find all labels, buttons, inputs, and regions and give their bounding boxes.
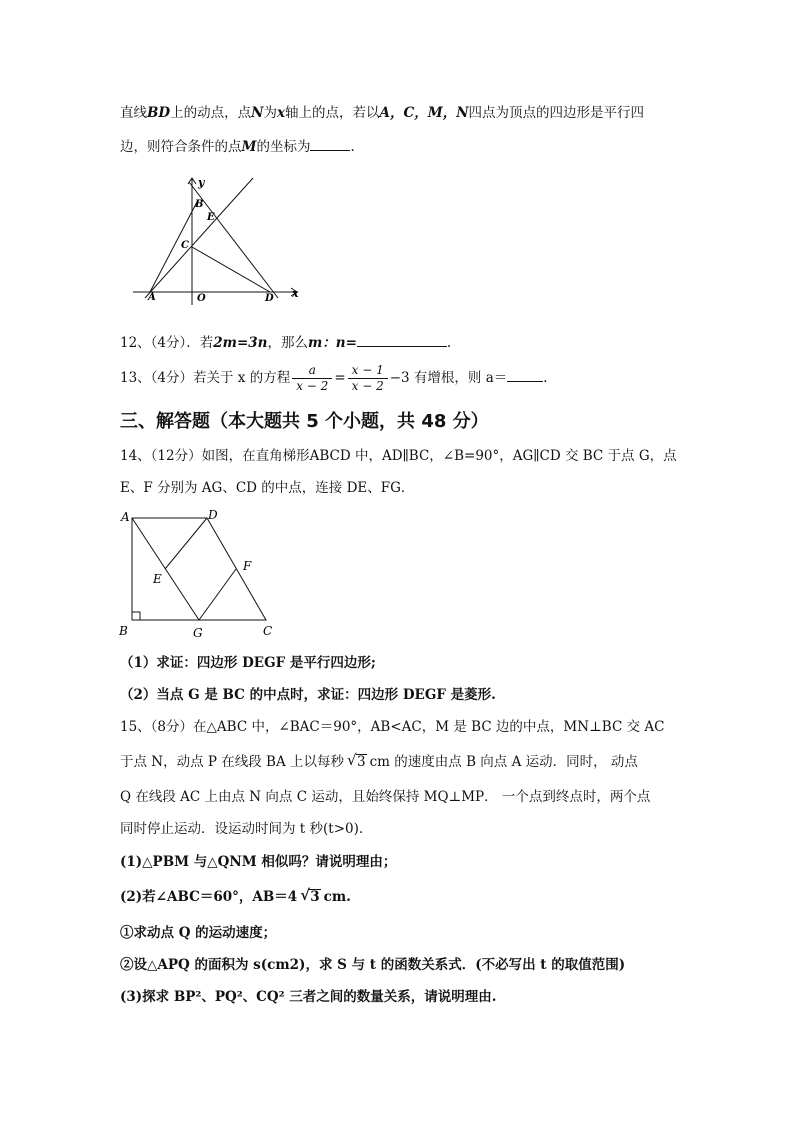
- question-15-part-2-1: ①求动点 Q 的运动速度；: [120, 925, 277, 941]
- problem-11-line-1: 直线BD上的动点，点N为x轴上的点，若以A，C，M，N四点为顶点的四边形是平行四: [120, 105, 645, 121]
- label-C: C: [263, 624, 273, 638]
- question-14-part-2: （2）当点 G 是 BC 的中点时，求证：四边形 DEGF 是菱形.: [120, 687, 496, 703]
- question-15-line-2: 于点 N，动点 P 在线段 BA 上以每秒 √ 3 cm 的速度由点 B 向点 A 运动．同时， 动点: [120, 751, 638, 770]
- fraction-1: $\frac{a}{x - 2}$: [292, 363, 332, 394]
- problem-11-line-2: 边，则符合条件的点M的坐标为 .: [120, 136, 355, 156]
- coordinate-figure: [125, 170, 310, 310]
- question-15-part-2-2: ②设△APQ 的面积为 s(cm2)，求 S 与 t 的函数关系式．(不必写出 t 的取值范围): [120, 957, 626, 973]
- label-E: E: [153, 572, 162, 586]
- answer-blank: [310, 136, 350, 151]
- label-D: D: [265, 293, 274, 304]
- sqrt-3: √ 3: [347, 751, 366, 770]
- question-14-part-1: （1）求证：四边形 DEGF 是平行四边形;: [120, 655, 376, 671]
- label-A: A: [121, 510, 130, 524]
- answer-blank: [357, 332, 447, 347]
- answer-blank: [507, 367, 543, 382]
- label-O: O: [197, 293, 206, 304]
- question-15-part-1: (1)△PBM 与△QNM 相似吗？请说明理由；: [120, 854, 397, 870]
- question-15-line-1: 15、（8分）在△ABC 中，∠BAC＝90°，AB<AC，M 是 BC 边的中点，MN⊥BC 交 AC: [120, 719, 665, 735]
- sqrt-3: √ 3: [300, 886, 320, 905]
- fraction-2: $\frac{x - 1}{x - 2}$: [348, 363, 388, 394]
- label-y: y: [198, 176, 205, 189]
- label-G: G: [193, 626, 203, 640]
- trapezoid-figure: [115, 506, 285, 642]
- label-C: C: [181, 240, 189, 251]
- question-14-line-1: 14、（12分）如图，在直角梯形ABCD 中，AD∥BC，∠B=90°，AG∥CD 交 BC 于点 G，点: [120, 448, 677, 464]
- question-14-line-2: E、F 分别为 AG、CD 的中点，连接 DE、FG．: [120, 480, 415, 496]
- question-13: 13、（4分）若关于 x 的方程 $\frac{a}{x - 2}$ = $\frac{x - 1}{x - 2}$ −3 有增根，则 a＝ .: [120, 363, 548, 393]
- label-x: x: [292, 287, 299, 300]
- question-15-line-3: Q 在线段 AC 上由点 N 向点 C 运动，且始终保持 MQ⊥MP． 一个点到终点时，两个点: [120, 789, 651, 805]
- question-15-line-4: 同时停止运动．设运动时间为 t 秒(t>0).: [120, 821, 364, 837]
- label-B: B: [195, 199, 204, 210]
- label-E: E: [207, 212, 215, 223]
- question-15-part-3: (3)探求 BP²、PQ²、CQ² 三者之间的数量关系，请说明理由.: [120, 989, 497, 1005]
- question-12: 12、（4分）．若2m=3n，那么m：n= .: [120, 332, 451, 352]
- label-F: F: [243, 559, 252, 573]
- section-heading: 三、解答题（本大题共 5 个小题，共 48 分）: [120, 411, 489, 432]
- label-B: B: [119, 624, 128, 638]
- label-D: D: [208, 508, 218, 522]
- label-A: A: [148, 292, 156, 303]
- question-15-part-2: (2)若∠ABC＝60°，AB＝4 √ 3 cm.: [120, 886, 351, 905]
